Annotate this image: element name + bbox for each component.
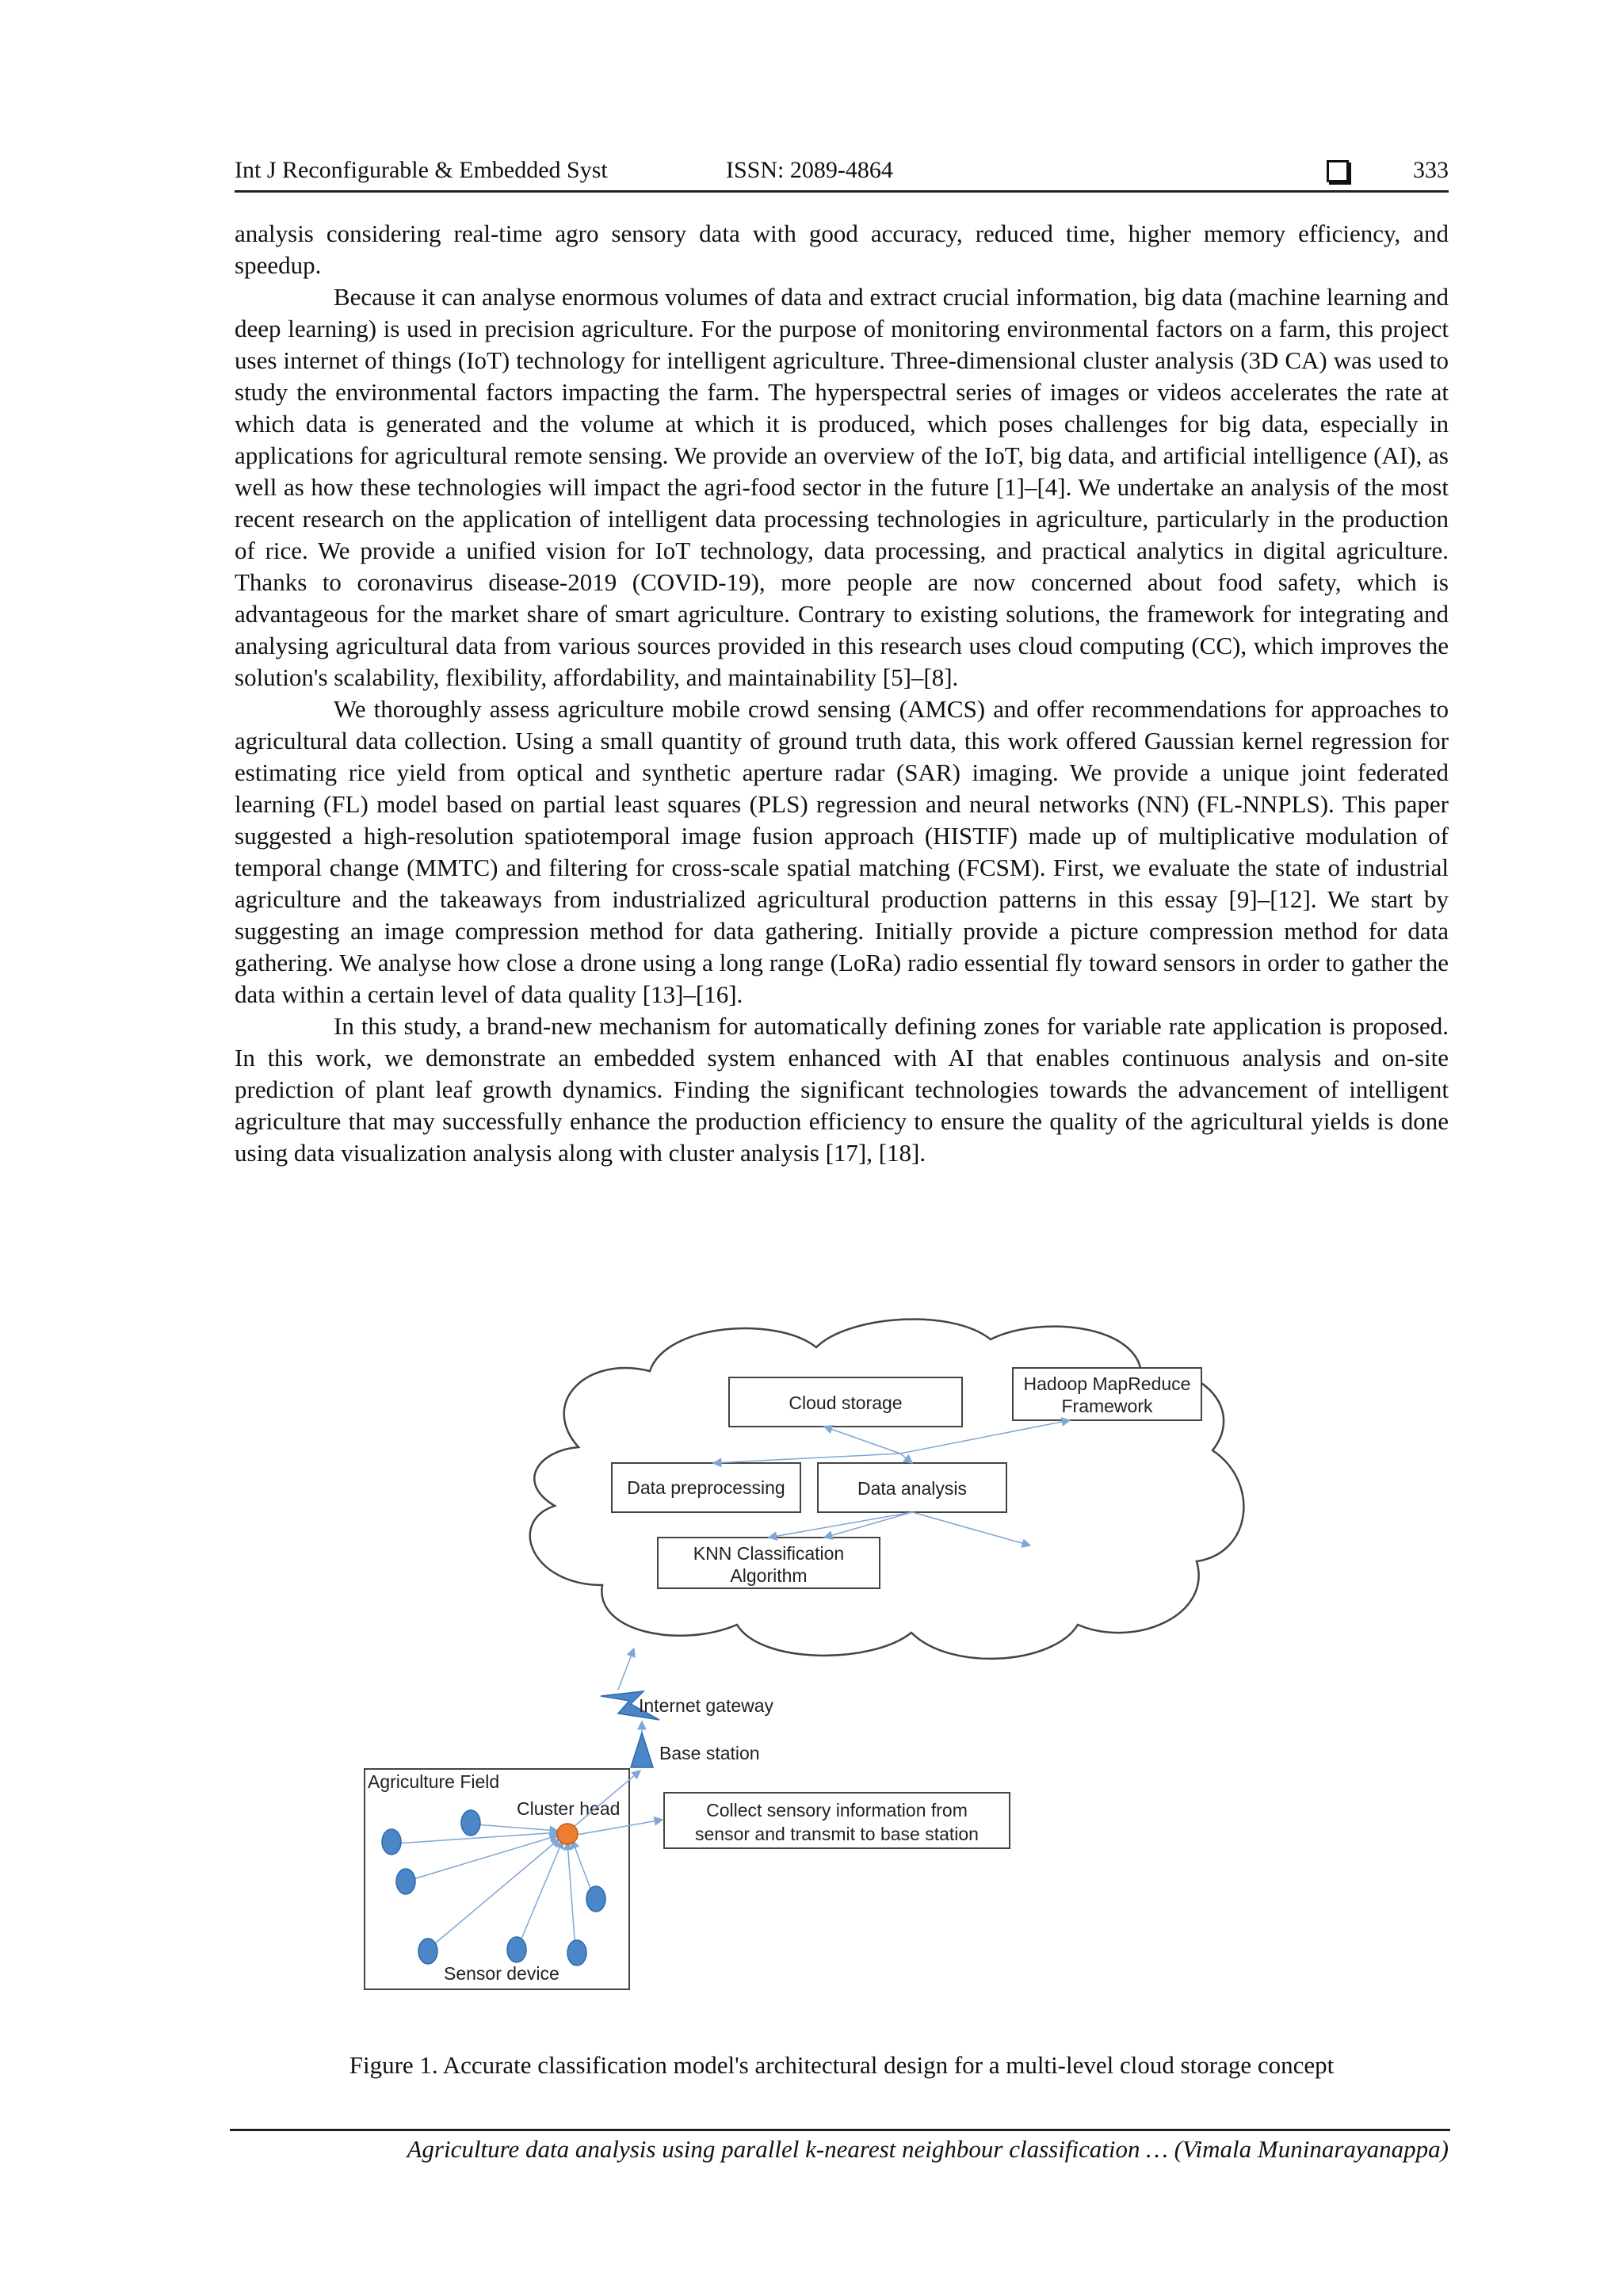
issn: ISSN: 2089-4864: [726, 157, 893, 183]
base-station-icon: [631, 1733, 653, 1767]
hadoop-box: [1013, 1368, 1201, 1420]
sensor-node: [396, 1869, 415, 1894]
cluster-head-label: Cluster head: [517, 1798, 621, 1819]
collect-label-line1: Collect sensory information from: [706, 1800, 968, 1820]
data-preprocessing-box: [612, 1463, 800, 1512]
knn-label-line1: KNN Classification: [693, 1543, 845, 1564]
sensor-node: [507, 1937, 526, 1962]
page-footer: Agriculture data analysis using parallel k-nearest neighbour classification … (Vimala Muninarayanappa): [407, 2135, 1449, 2163]
cloud-storage-label: Cloud storage: [789, 1392, 903, 1413]
body-text: [235, 218, 1449, 1169]
collect-label-line2: sensor and transmit to base station: [695, 1824, 979, 1844]
figure-1: [349, 1308, 1331, 2037]
knn-label-line2: Algorithm: [730, 1565, 808, 1586]
paragraph-1: analysis considering real-time agro sensory data with good accuracy, reduced time, higher memory efficiency, and speedup.: [235, 220, 1449, 279]
architecture-diagram: [349, 1308, 1331, 2037]
journal-name: Int J Reconfigurable & Embedded Syst: [235, 157, 608, 183]
internet-gateway-label: Internet gateway: [639, 1695, 774, 1716]
sensor-node: [418, 1939, 437, 1964]
sensor-device-label: Sensor device: [444, 1963, 559, 1984]
hadoop-label-line1: Hadoop MapReduce: [1023, 1373, 1191, 1394]
paragraph-4: In this study, a brand-new mechanism for automatically defining zones for variable rate application is proposed. In this work, we demonstrate an embedded system enhanced with AI that enables continuous analysis and on-site prediction of plant leaf growth dynamics. Finding the significant technologies towards the advancement of intelligent agriculture that may successfully enhance the production efficiency to ensure the quality of the agricultural yields is done using data visualization analysis along with cluster analysis [17], [18].: [235, 1012, 1449, 1167]
collect-info-box: [664, 1793, 1010, 1848]
footer-divider: [230, 2129, 1450, 2131]
data-analysis-label: Data analysis: [857, 1478, 968, 1499]
figure-caption: Figure 1. Accurate classification model's architectural design for a multi-level cloud storage concept: [349, 2051, 1335, 2079]
hadoop-label-line2: Framework: [1061, 1396, 1153, 1416]
agriculture-field-label: Agriculture Field: [368, 1771, 500, 1792]
knn-box: [658, 1538, 880, 1588]
sensor-node: [461, 1810, 480, 1836]
cloud-storage-box: [729, 1377, 962, 1427]
square-icon: [1327, 160, 1349, 182]
sensor-node: [567, 1940, 586, 1966]
sensor-node: [586, 1886, 605, 1912]
data-analysis-box: [818, 1463, 1006, 1512]
cluster-head-node: [557, 1824, 578, 1844]
paragraph-2: Because it can analyse enormous volumes of data and extract crucial information, big data (machine learning and deep learning) is used in precision agriculture. For the purpose of monitoring environmental factors on a farm, this project uses internet of things (IoT) technology for intelligent agriculture. Three-dimensional cluster analysis (3D CA) was used to study the environmental factors impacting the farm. The hyperspectral series of images or videos accelerates the rate at which data is generated and the volume at which it is produced, which poses challenges for big data, especially in applications for agricultural remote sensing. We provide an overview of the IoT, big data, and artificial intelligence (AI), as well as how these technologies will impact the agri-food sector in the future [1]–[4]. We undertake an analysis of the most recent research on the application of intelligent data processing technologies in agriculture, particularly in the production of rice. We provide a unified vision for IoT technology, data processing, and practical analytics in digital agriculture. Thanks to coronavirus disease-2019 (COVID-19), more people are now concerned about food safety, which is advantageous for the market share of smart agriculture. Contrary to existing solutions, the framework for integrating and analysing agricultural data from various sources provided in this research uses cloud computing (CC), which improves the solution's scalability, flexibility, affordability, and maintainability [5]–[8].: [235, 283, 1449, 691]
data-preprocessing-label: Data preprocessing: [627, 1477, 785, 1498]
paragraph-3: We thoroughly assess agriculture mobile crowd sensing (AMCS) and offer recommendations for approaches to agricultural data collection. Using a small quantity of ground truth data, this work offered Gaussian kernel regression for estimating rice yield from optical and synthetic aperture radar (SAR) imaging. We provide a unique joint federated learning (FL) model based on partial least squares (PLS) regression and neural networks (NN) (FL-NNPLS). This paper suggested a high-resolution spatiotemporal image fusion approach (HISTIF) made up of multiplicative modulation of temporal change (MMTC) and filtering for cross-scale spatial matching (FCSM). First, we evaluate the state of industrial agriculture and the takeaways from industrialized agricultural production patterns in this essay [9]–[12]. We start by suggesting an image compression method for data gathering. Initially provide a picture compression method for data gathering. We analyse how close a drone using a long range (LoRa) radio essential fly toward sensors in order to gather the data within a certain level of data quality [13]–[16].: [235, 695, 1449, 1008]
base-station-label: Base station: [659, 1743, 760, 1763]
page-number: 333: [1413, 157, 1449, 183]
page-header: [235, 155, 1449, 193]
sensor-node: [382, 1829, 401, 1855]
